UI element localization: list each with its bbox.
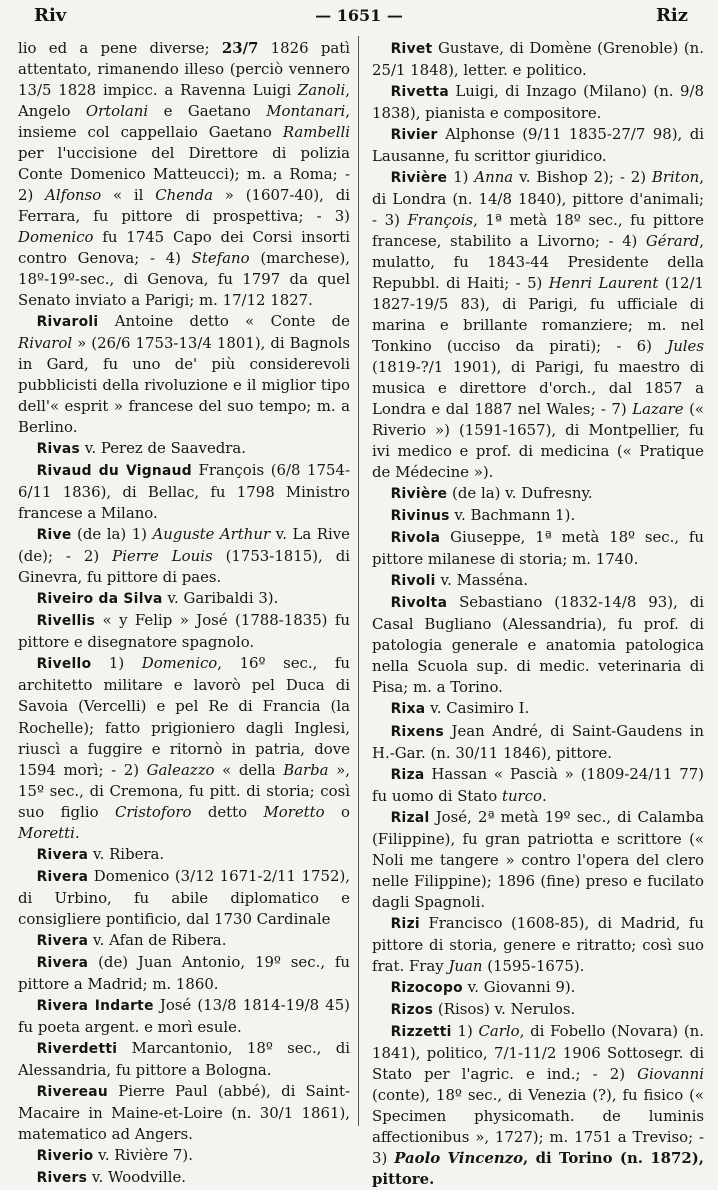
- italic-name: Chenda: [155, 186, 214, 205]
- italic-name: Gérard: [645, 232, 700, 251]
- italic-name: Rambelli: [282, 123, 350, 142]
- entry-text: v. Garibaldi 3).: [162, 589, 279, 608]
- entry-text: José, 2ª metà 19º sec., di Calamba (Filippine), fu gran patriotta e scrittore (« Noli me tangere » contro l'opera del clero nelle Filippine); 1896 (fine) preso e fucilato dagli Spagnoli.: [372, 807, 704, 911]
- bold-text: 23/7: [221, 39, 259, 57]
- entry-headword: Rizzetti: [390, 1023, 452, 1040]
- entry-text: lio ed a pene diverse;: [18, 39, 222, 57]
- dictionary-entry: [18, 1081, 350, 1145]
- entry-text: Giuseppe, 1ª metà 18º sec., fu pittore milanese di storia; m. 1740.: [372, 528, 704, 569]
- entry-text: .: [541, 786, 547, 805]
- entry-text: .: [74, 823, 80, 842]
- entry-text: v. Rivière 7).: [93, 1145, 193, 1164]
- entry-headword: Rizal: [390, 809, 430, 826]
- entry-headword: Rivaud du Vignaud: [36, 463, 192, 480]
- dictionary-entry: [372, 807, 704, 913]
- entry-text: per l'uccisione del Direttore di polizia Conte Domenico Matteucci); m. a Roma; - 2): [18, 144, 350, 205]
- italic-name: Ortolani: [85, 102, 149, 121]
- entry-text: Jean André, di Saint-Gaudens in H.-Gar. (n. 30/11 1846), pittore.: [372, 721, 704, 762]
- italic-name: Montanari: [266, 102, 346, 121]
- entry-text: , di Londra (n. 14/8 1840), pittore d'animali; - 3): [372, 168, 705, 230]
- entry-headword: Rivera Indarte: [36, 997, 154, 1014]
- entry-text: Pierre Paul (abbé), di Saint-Macaire in Maine-et-Loire (n. 30/1 1861), matematico ad Angers.: [18, 1081, 350, 1143]
- dictionary-entry: [372, 698, 704, 720]
- dictionary-entry: [372, 505, 704, 527]
- italic-name: Moretti: [18, 823, 75, 842]
- italic-name: Auguste Arthur: [152, 525, 271, 544]
- entry-headword: Rivaroli: [36, 314, 99, 331]
- entry-text: (de la) v. Dufresny.: [447, 484, 593, 503]
- entry-text: « il: [101, 186, 156, 205]
- column-divider: [358, 36, 359, 1126]
- entry-text: » (26/6 1753-13/4 1801), di Bagnols in Gard, fu uno de' più considerevoli pubblicisti della rivoluzione e il miglior tipo dell'« esprit » francese del suo tempo; m. a Berlino.: [18, 334, 350, 437]
- entry-headword: Rivera: [36, 932, 89, 949]
- dictionary-entry: [18, 460, 350, 524]
- entry-text: v. Ribera.: [88, 844, 165, 863]
- entry-headword: Riverio: [36, 1147, 94, 1164]
- dictionary-entry: [372, 124, 704, 167]
- entry-text: Sebastiano (1832-14/8 93), di Casal Bugliano (Alessandria), fu prof. di patologia generale e anatomia patologica nella Scuola sup. di medic. veterinaria di Pisa; m. a Torino.: [372, 593, 704, 697]
- entry-text: detto: [191, 802, 264, 821]
- italic-name: Jules: [667, 337, 704, 356]
- dictionary-entry: [372, 483, 704, 505]
- dictionary-entry: [18, 952, 350, 995]
- entry-text: (12/1 1827-19/5 83), di Parigi, fu ufficiale di marina e brillante romanziere; m. nel Tonkino (ucciso da pirati); - 6): [372, 274, 704, 356]
- dictionary-entry: [372, 977, 704, 999]
- entry-headword: Rivinus: [390, 508, 450, 525]
- italic-name: Galeazzo: [146, 760, 215, 779]
- entry-text: v. Casimiro I.: [425, 699, 530, 718]
- italic-name: Lazare: [632, 400, 684, 419]
- italic-name: Giovanni: [637, 1064, 704, 1083]
- entry-headword: Rivera: [36, 846, 89, 863]
- italic-name: turco: [501, 786, 542, 805]
- entry-headword: Rixens: [390, 723, 445, 740]
- entry-text: (marchese), 18º-19º-sec., di Genova, fu 1797 da quel Senato inviato a Parigi; m. 17/12 1827.: [18, 249, 350, 310]
- entry-text: Hassan « Pascià » (1809-24/11 77) fu uomo di Stato: [372, 764, 704, 805]
- entry-text: (1595-1675).: [482, 956, 585, 975]
- dictionary-entry: [18, 930, 350, 952]
- entry-text: v. Giovanni 9).: [462, 977, 576, 996]
- italic-name: Juan: [448, 956, 483, 975]
- dictionary-entry: [372, 527, 704, 570]
- entry-text: 1): [451, 1021, 479, 1040]
- entry-text: » (1607-40), di Ferrara, fu pittore di prospettiva; - 3): [18, 186, 350, 226]
- entry-headword: Rizi: [390, 915, 420, 932]
- entry-text: José (13/8 1814-19/8 45) fu poeta argent. e morì esule.: [18, 995, 350, 1036]
- dictionary-entry: [372, 38, 704, 81]
- entry-text: Antoine detto « Conte de: [98, 312, 350, 331]
- dictionary-entry: [18, 866, 350, 930]
- italic-name: Alfonso: [45, 186, 102, 205]
- entry-text: v. Afan de Ribera.: [88, 930, 227, 949]
- entry-headword: Rixa: [390, 701, 426, 718]
- entry-headword: Riverdetti: [36, 1040, 118, 1057]
- entry-text: , di Fobello (Novara) (n. 1841), politico, 7/1-11/2 1906 Sottosegr. di Stato per l'agric. e ind.; - 2): [372, 1021, 704, 1083]
- dictionary-entry: [18, 844, 350, 866]
- dictionary-entry: [372, 81, 704, 124]
- entry-headword: Rizocopo: [390, 979, 463, 996]
- dictionary-entry: [18, 1038, 350, 1081]
- entry-headword: Rive: [36, 527, 72, 544]
- italic-name: Domenico: [141, 654, 218, 673]
- entry-text: v. Bachmann 1).: [449, 506, 576, 525]
- italic-name: Henri Laurent: [548, 274, 659, 293]
- dictionary-entry: [372, 999, 704, 1021]
- italic-name: Moretto: [263, 802, 325, 821]
- entry-text: v. Masséna.: [435, 571, 528, 590]
- italic-name: Briton: [651, 168, 700, 187]
- bold-italic-name: Paolo Vincenzo: [394, 1148, 524, 1167]
- entry-text: Francisco (1608-85), di Madrid, fu pittore di storia, genere e ritratto; così suo frat. Fray: [372, 913, 704, 975]
- dictionary-entry: [18, 653, 350, 843]
- italic-name: Stefano: [191, 249, 250, 268]
- entry-headword: Rivière: [390, 170, 448, 187]
- entry-headword: Rivers: [36, 1169, 88, 1186]
- entry-headword: Rizos: [390, 1001, 434, 1018]
- italic-name: Zanoli: [297, 81, 346, 100]
- right-column: [372, 38, 704, 1190]
- entry-headword: Riza: [390, 766, 425, 783]
- entry-text: « della: [214, 760, 284, 779]
- italic-name: Barba: [283, 760, 329, 779]
- dictionary-entry: [372, 913, 704, 977]
- italic-name: Cristoforo: [114, 802, 192, 821]
- entry-text: (de) Juan Antonio, 19º sec., fu pittore a Madrid; m. 1860.: [18, 952, 350, 993]
- dictionary-entry: [18, 995, 350, 1038]
- entry-text: , mulatto, fu 1843-44 Presidente della Repubbl. di Haiti; - 5): [372, 232, 704, 293]
- entry-text: (1753-1815), di Ginevra, fu pittore di paes.: [18, 547, 351, 587]
- entry-headword: Rivetta: [390, 84, 449, 101]
- entry-text: o: [324, 802, 350, 821]
- dictionary-entry: [18, 438, 350, 460]
- entry-headword: Riveiro da Silva: [36, 591, 163, 608]
- entry-headword: Rivolta: [390, 595, 448, 612]
- entry-headword: Rivola: [390, 530, 441, 547]
- entry-text: Gustave, di Domène (Grenoble) (n. 25/1 1848), letter. e politico.: [372, 39, 704, 80]
- dictionary-entry: [18, 311, 350, 438]
- entry-text: François (6/8 1754-6/11 1836), di Bellac, fu 1798 Ministro francese a Milano.: [18, 461, 350, 523]
- dictionary-entry: [18, 1145, 350, 1167]
- entry-text: (« Riverio ») (1591-1657), di Montpellier, fu ivi medico e prof. di medicina (« Pratique de Médecine »).: [372, 400, 704, 482]
- italic-name: Carlo: [478, 1021, 520, 1040]
- italic-name: Rivarol: [18, 334, 73, 353]
- entry-headword: Rivello: [36, 656, 92, 673]
- entry-text: , Angelo: [18, 81, 350, 121]
- entry-headword: Rivellis: [36, 613, 96, 630]
- left-column: [18, 38, 350, 1189]
- dictionary-entry: [372, 167, 704, 483]
- entry-text: (de la) 1): [71, 525, 153, 544]
- italic-name: Domenico: [18, 228, 94, 247]
- dictionary-entry: [18, 588, 350, 610]
- dictionary-entry: [18, 524, 350, 588]
- entry-text: v. La Rive (de); - 2): [18, 525, 350, 566]
- entry-text: (1819-?/1 1901), di Parigi, fu maestro di musica e direttore d'orch., dal 1857 a Londra e dal 1887 nel Wales; - 7): [372, 358, 704, 419]
- dictionary-entry: [18, 38, 350, 311]
- entry-text: , 16º sec., fu architetto militare e lavorò pel Duca di Savoia (Vercelli) e pel Re di Francia (la Rochelle); fatto prigioniero dagli Inglesi, riuscì a fuggire e ritornò in patria, dove 1594 morì; - 2): [18, 654, 351, 779]
- entry-text: 1826 patì attentato, rimanendo illeso (perciò vennero 13/5 1828 impicc. a Ravenna Luigi: [18, 39, 350, 100]
- entry-headword: Rivier: [390, 127, 438, 144]
- page-header: [0, 0, 718, 34]
- entry-text: , insieme col cappellaio Gaetano: [18, 102, 351, 142]
- entry-headword: Rivet: [390, 41, 433, 57]
- entry-headword: Rivas: [36, 441, 80, 458]
- entry-headword: Rivera: [36, 868, 89, 885]
- entry-text: (Risos) v. Nerulos.: [433, 999, 576, 1018]
- dictionary-entry: [372, 592, 704, 698]
- bold-text: , di Torino (n. 1872), pittore.: [372, 1148, 704, 1188]
- header-right-guide-word: Riz: [655, 5, 688, 26]
- entry-text: 1): [91, 654, 142, 673]
- entry-text: Domenico (3/12 1671-2/11 1752), di Urbino, fu abile diplomatico e consigliere pontificio, dal 1730 Cardinale: [18, 866, 350, 928]
- entry-text: », 15º sec., di Cremona, fu pitt. di storia; così suo figlio: [18, 760, 350, 821]
- italic-name: François: [407, 211, 474, 230]
- dictionary-entry: [372, 764, 704, 807]
- entry-text: fu 1745 Capo dei Corsi insorti contro Genova; - 4): [18, 228, 350, 268]
- entry-headword: Rivière: [390, 486, 448, 503]
- dictionary-entry: [372, 721, 704, 764]
- dictionary-entry: [18, 610, 350, 653]
- dictionary-entry: [372, 570, 704, 592]
- entry-text: Luigi, di Inzago (Milano) (n. 9/8 1838), pianista e compositore.: [372, 82, 704, 123]
- header-left-guide-word: Riv: [34, 5, 67, 26]
- entry-text: v. Woodville.: [87, 1167, 187, 1186]
- page-number: — 1651 —: [315, 6, 403, 25]
- entry-headword: Rivereau: [36, 1083, 109, 1100]
- entry-text: 1): [447, 168, 475, 187]
- entry-text: Alphonse (9/11 1835-27/7 98), di Lausanne, fu scrittor giuridico.: [372, 125, 704, 166]
- italic-name: Anna: [474, 168, 514, 187]
- entry-text: v. Bishop 2); - 2): [513, 168, 652, 187]
- entry-text: , 1ª metà 18º sec., fu pittore francese, stabilito a Livorno; - 4): [372, 211, 704, 251]
- dictionary-entry: [372, 1021, 704, 1190]
- entry-text: v. Perez de Saavedra.: [80, 439, 247, 458]
- entry-headword: Rivoli: [390, 573, 436, 590]
- entry-text: e Gaetano: [148, 102, 267, 121]
- entry-text: Marcantonio, 18º sec., di Alessandria, fu pittore a Bologna.: [18, 1038, 350, 1079]
- entry-text: (conte), 18º sec., di Venezia (?), fu fisico (« Specimen physicomath. de luminis affectionibus », 1727); m. 1751 a Treviso; - 3): [372, 1085, 704, 1167]
- italic-name: Pierre Louis: [112, 547, 213, 566]
- entry-headword: Rivera: [36, 954, 89, 971]
- dictionary-entry: [18, 1167, 350, 1189]
- entry-text: « y Felip » José (1788-1835) fu pittore e disegnatore spagnolo.: [18, 611, 350, 652]
